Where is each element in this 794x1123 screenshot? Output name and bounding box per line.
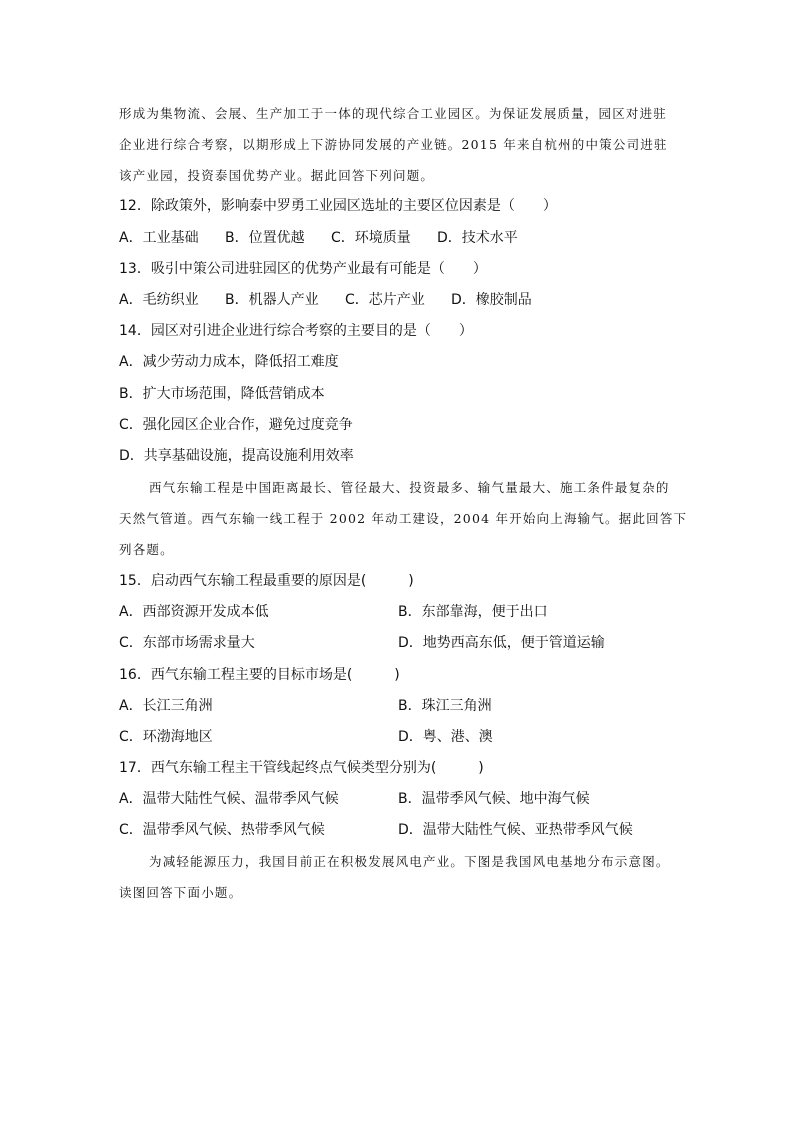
question-15-stem: 15．启动西气东输工程最重要的原因是( ) <box>119 573 414 589</box>
passage3-line2: 读图回答下面小题。 <box>119 885 243 900</box>
passage2-line2: 天然气管道。西气东输一线工程于 2002 年动工建设，2004 年开始向上海输气。据此回答下 <box>119 511 688 526</box>
q16-option-b: B．珠江三角洲 <box>398 698 492 714</box>
question-17-stem: 17．西气东输工程主干管线起终点气候类型分别为( ) <box>119 760 484 776</box>
q14-option-b: B．扩大市场范围，降低营销成本 <box>119 386 325 402</box>
q12-option-a: A．工业基础 <box>119 230 199 246</box>
passage3-line1: 为减轻能源压力，我国目前正在积极发展风电产业。下图是我国风电基地分布示意图。 <box>149 854 670 869</box>
question-13-options <box>119 291 532 309</box>
q16-option-d: D．粤、港、澳 <box>398 729 493 745</box>
q12-option-c: C．环境质量 <box>331 230 411 246</box>
q16-option-c: C．环渤海地区 <box>119 729 213 745</box>
q15-option-b: B．东部靠海，便于出口 <box>398 604 548 620</box>
q14-option-a: A．减少劳动力成本，降低招工难度 <box>119 354 339 370</box>
q13-option-c: C．芯片产业 <box>345 292 425 308</box>
q17-option-a: A．温带大陆性气候、温带季风气候 <box>119 791 339 807</box>
passage1-line1: 形成为集物流、会展、生产加工于一体的现代综合工业园区。为保证发展质量，园区对进驻 <box>119 106 668 121</box>
passage1-line3: 该产业园，投资泰国优势产业。据此回答下列问题。 <box>119 168 435 183</box>
q13-option-b: B．机器人产业 <box>225 292 319 308</box>
question-16-stem: 16．西气东输工程主要的目标市场是( ) <box>119 667 400 683</box>
q15-option-d: D．地势西高东低，便于管道运输 <box>398 635 605 651</box>
question-12-stem: 12．除政策外，影响泰中罗勇工业园区选址的主要区位因素是（ ） <box>119 198 557 214</box>
q17-option-c: C．温带季风气候、热带季风气候 <box>119 822 325 838</box>
q16-option-a: A．长江三角洲 <box>119 698 213 714</box>
q15-option-c: C．东部市场需求量大 <box>119 635 255 651</box>
question-14-stem: 14．园区对引进企业进行综合考察的主要目的是（ ） <box>119 323 473 339</box>
question-13-stem: 13．吸引中策公司进驻园区的优势产业最有可能是（ ） <box>119 261 487 277</box>
question-12-options <box>119 229 518 247</box>
passage2-line1: 西气东输工程是中国距离最长、管径最大、投资最多、输气量最大、施工条件最复杂的 <box>149 480 670 495</box>
q14-option-c: C．强化园区企业合作，避免过度竞争 <box>119 417 353 433</box>
q13-option-d: D．橡胶制品 <box>451 292 532 308</box>
q12-option-d: D．技术水平 <box>437 230 518 246</box>
q15-option-a: A．西部资源开发成本低 <box>119 604 269 620</box>
q17-option-b: B．温带季风气候、地中海气候 <box>398 791 590 807</box>
q13-option-a: A．毛纺织业 <box>119 292 199 308</box>
q17-option-d: D．温带大陆性气候、亚热带季风气候 <box>398 822 633 838</box>
q12-option-b: B．位置优越 <box>225 230 305 246</box>
passage1-line2: 企业进行综合考察，以期形成上下游协同发展的产业链。2015 年来自杭州的中策公司进驻 <box>119 137 668 152</box>
q14-option-d: D．共享基础设施，提高设施利用效率 <box>119 448 354 464</box>
passage2-line3: 列各题。 <box>119 542 174 557</box>
